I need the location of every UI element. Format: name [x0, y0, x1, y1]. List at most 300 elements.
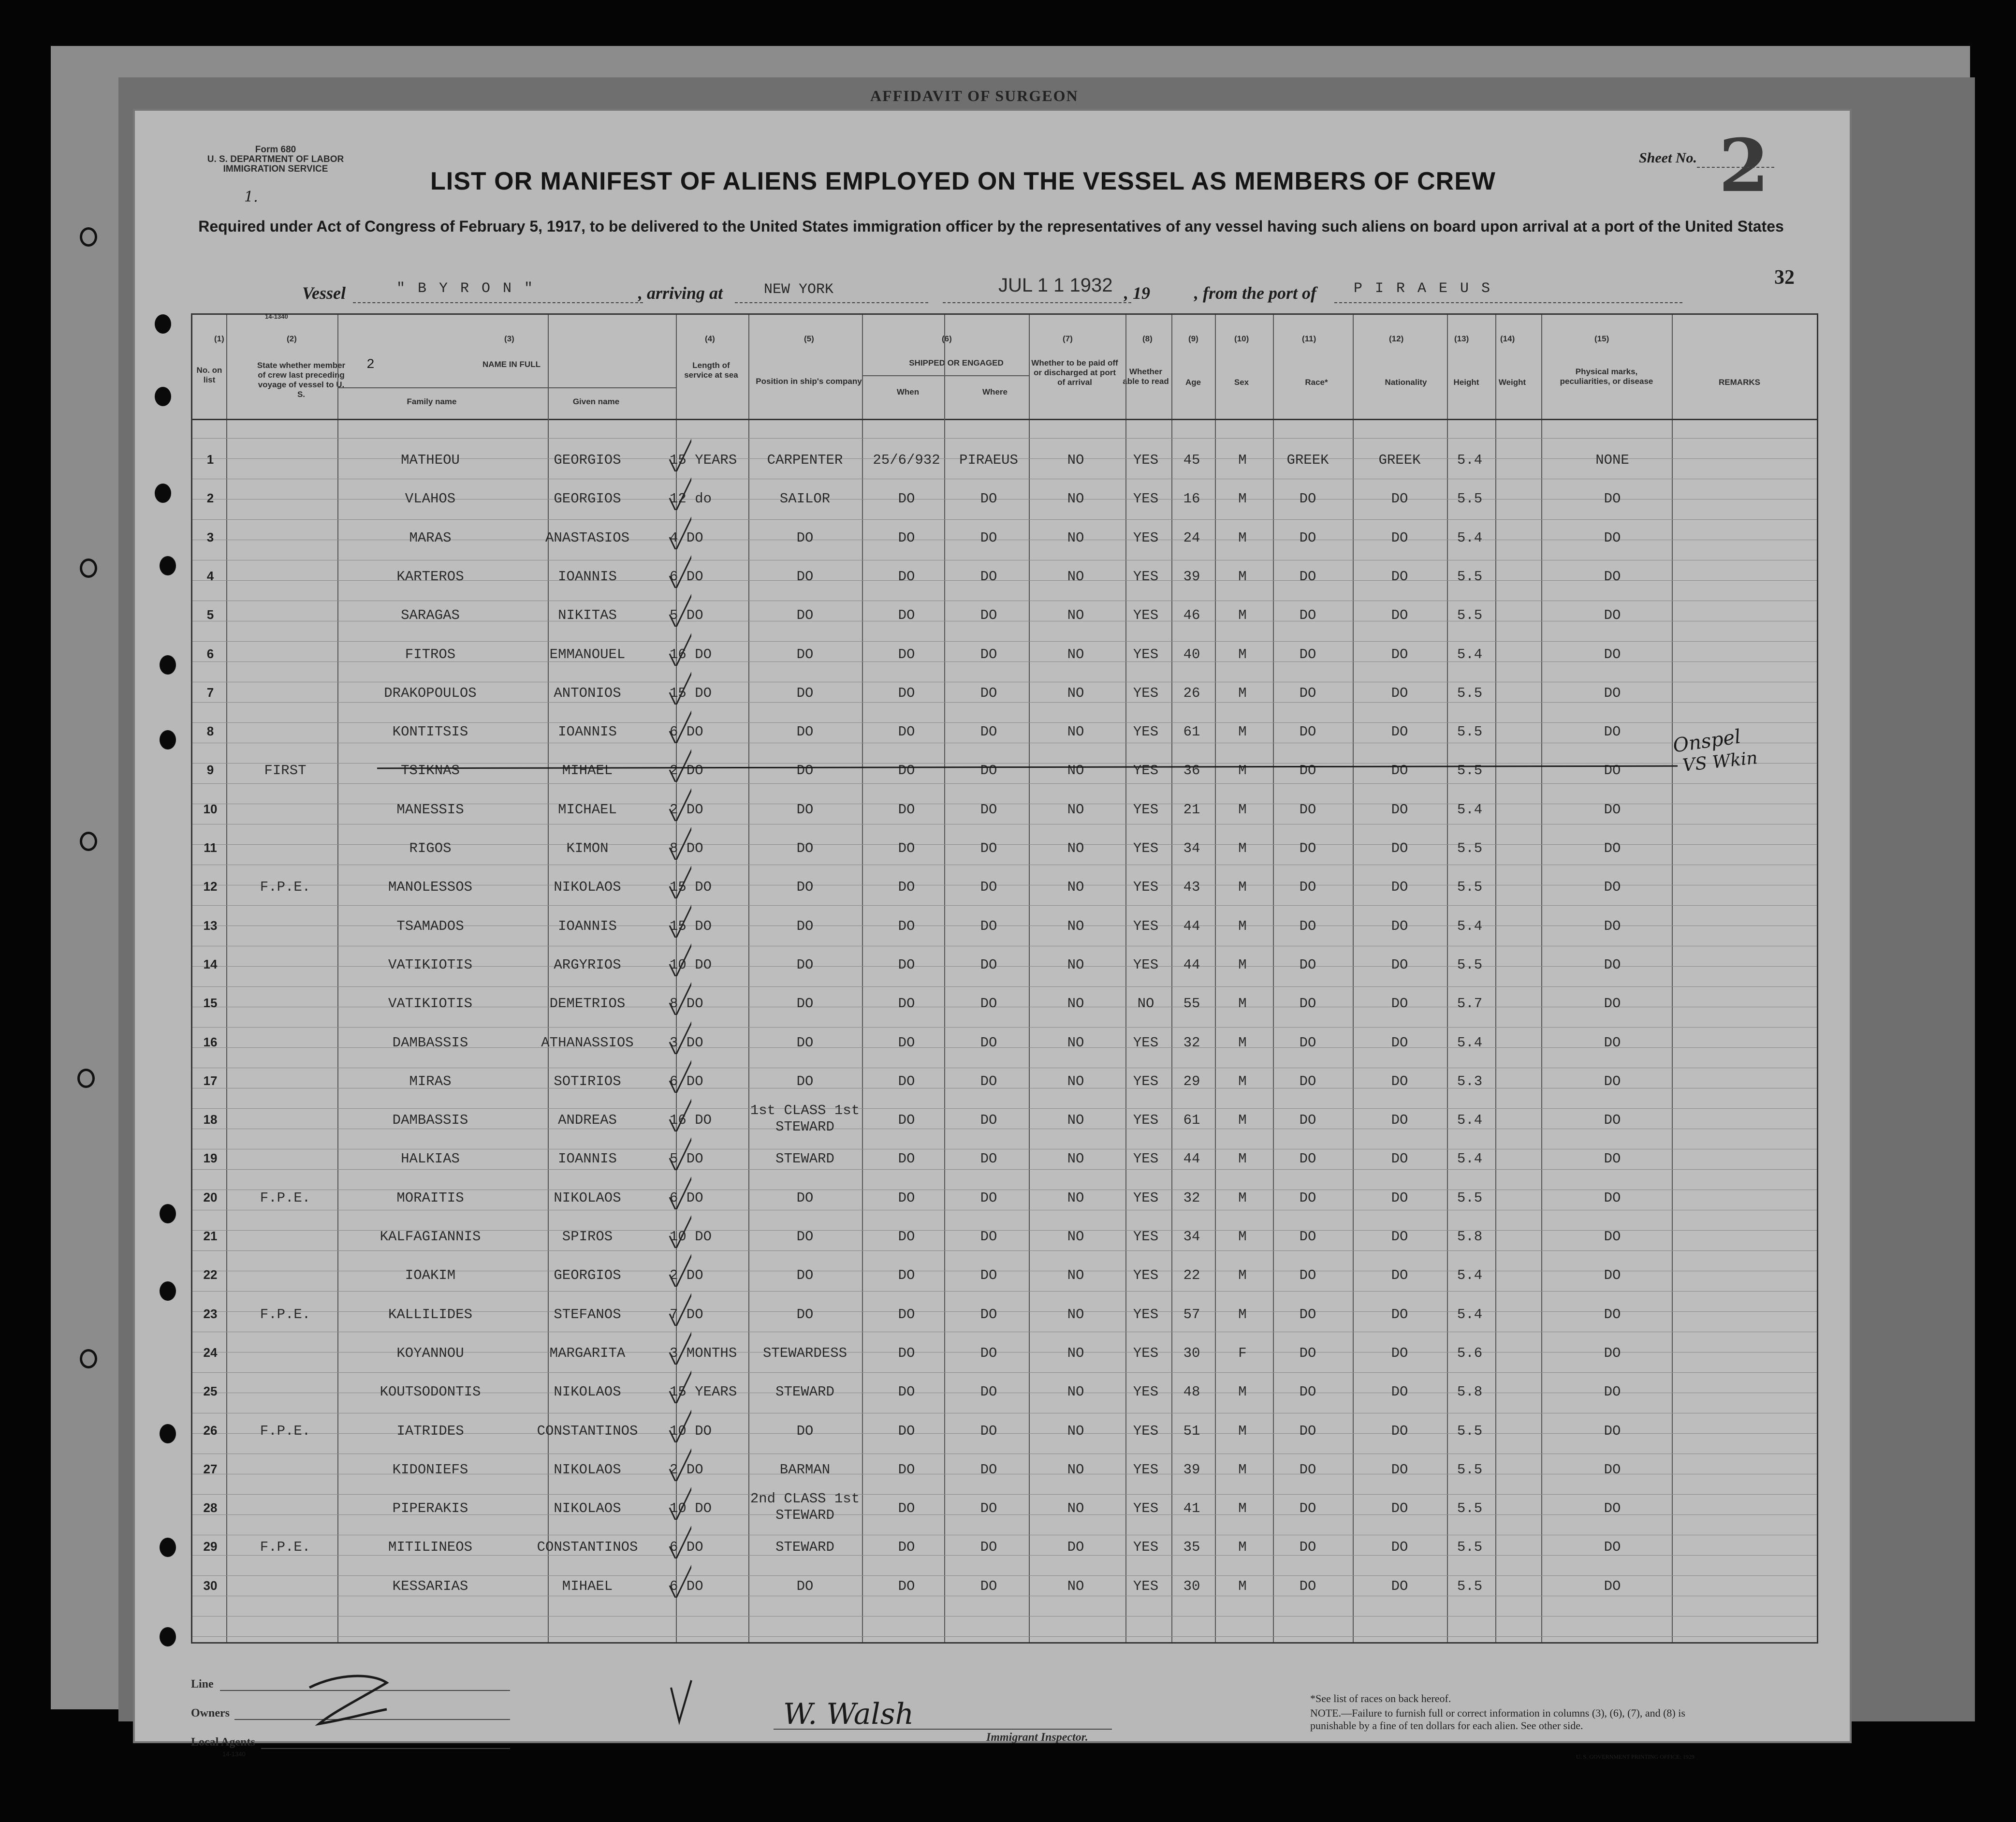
physical-marks-cell: DO: [1604, 1073, 1621, 1089]
able-read-cell: YES: [1133, 1423, 1159, 1439]
position-cell: CARPENTER: [767, 452, 843, 468]
service-check-mark: [667, 549, 691, 588]
physical-marks-cell: DO: [1604, 1578, 1621, 1594]
given-name-cell: CONSTANTINOS: [537, 1423, 638, 1439]
given-name-cell: NIKOLAOS: [554, 879, 621, 896]
height-cell: 5.3: [1457, 1073, 1483, 1089]
physical-marks-cell: DO: [1604, 1539, 1621, 1556]
paid-off-cell: NO: [1067, 1267, 1084, 1284]
position-cell: DO: [796, 956, 814, 973]
shipped-where-cell: DO: [980, 1229, 997, 1245]
service-length-cell: 3 MONTHS: [670, 1345, 737, 1361]
family-name-cell: HALKIAS: [401, 1151, 460, 1167]
able-read-cell: YES: [1133, 491, 1159, 507]
physical-marks-cell: DO: [1604, 763, 1621, 779]
physical-marks-cell: DO: [1604, 1112, 1621, 1129]
height-cell: 5.4: [1457, 801, 1483, 818]
inspector-label: Immigrant Inspector.: [986, 1731, 1088, 1744]
age-cell: 44: [1183, 1151, 1200, 1167]
name-column-mark: 2: [366, 357, 375, 372]
row-number: 8: [206, 724, 214, 739]
shipped-where-cell: DO: [980, 646, 997, 662]
binder-hole: [77, 1069, 95, 1088]
family-name-cell: KARTEROS: [396, 568, 464, 585]
service-length-cell: 6 DO: [670, 1539, 703, 1556]
previous-voyage-cell: F.P.E.: [260, 879, 311, 896]
height-cell: 5.5: [1457, 1578, 1483, 1594]
family-name-cell: KOUTSODONTIS: [380, 1384, 481, 1400]
height-cell: 5.5: [1457, 1190, 1483, 1206]
service-check-mark: [667, 471, 691, 510]
sex-cell: M: [1238, 685, 1247, 701]
age-cell: 44: [1183, 956, 1200, 973]
able-read-cell: YES: [1133, 646, 1159, 662]
position-cell: 2nd CLASS 1st STEWARD: [750, 1491, 860, 1524]
physical-marks-cell: DO: [1604, 1423, 1621, 1439]
given-name-cell: IOANNIS: [558, 1151, 617, 1167]
sex-cell: M: [1238, 1461, 1247, 1478]
service-check-mark: [667, 782, 691, 821]
rule-line: [192, 783, 1817, 784]
race-cell: DO: [1299, 918, 1316, 934]
family-name-cell: MANESSIS: [396, 801, 464, 818]
binder-hole: [160, 1627, 176, 1646]
footer-check-mark: [667, 1678, 696, 1726]
col-num-9: (9): [1188, 334, 1198, 343]
family-name-cell: MATHEOU: [401, 452, 460, 468]
age-cell: 32: [1183, 1034, 1200, 1051]
service-length-cell: 5 DO: [670, 607, 703, 624]
shipped-when-cell: DO: [898, 956, 915, 973]
hdr-where: Where: [982, 387, 1008, 397]
given-name-cell: ARGYRIOS: [554, 956, 621, 973]
able-read-cell: YES: [1133, 607, 1159, 624]
row-number: 9: [206, 763, 214, 778]
service-length-cell: 2 DO: [670, 1461, 703, 1478]
shipped-where-cell: DO: [980, 1073, 997, 1089]
col-num-13: (13): [1454, 334, 1469, 343]
shipped-when-cell: DO: [898, 1423, 915, 1439]
small-form-mark: 14-1340: [265, 313, 288, 320]
nationality-cell: DO: [1391, 956, 1408, 973]
column-divider: [1125, 315, 1126, 1642]
paid-off-cell: NO: [1067, 1112, 1084, 1129]
shipped-where-cell: DO: [980, 529, 997, 546]
nationality-cell: DO: [1391, 879, 1408, 896]
service-length-cell: 10 DO: [670, 1423, 712, 1439]
paid-off-cell: NO: [1067, 1190, 1084, 1206]
position-cell: DO: [796, 529, 814, 546]
row-number: 18: [203, 1112, 218, 1127]
service-check-mark: [667, 1171, 691, 1209]
row-number: 30: [203, 1578, 218, 1593]
service-check-mark: [667, 1520, 691, 1558]
manifest-table: [191, 313, 1818, 1644]
given-name-cell: MICHAEL: [558, 801, 617, 818]
paid-off-cell: NO: [1067, 1151, 1084, 1167]
paid-off-cell: NO: [1067, 724, 1084, 740]
shipped-where-cell: DO: [980, 996, 997, 1012]
age-cell: 43: [1183, 879, 1200, 896]
page-subtitle: Required under Act of Congress of February 5, 1917, to be delivered to the United States immigration officer by the representatives of any vessel having such aliens on board upon arrival at a port of the United States: [198, 218, 1784, 235]
family-name-cell: SARAGAS: [401, 607, 460, 624]
rule-line: [192, 986, 1817, 987]
previous-voyage-cell: FIRST: [264, 763, 307, 779]
able-read-cell: YES: [1133, 568, 1159, 585]
col-num-12: (12): [1389, 334, 1404, 343]
col-num-5: (5): [804, 334, 814, 343]
service-check-mark: [667, 588, 691, 627]
sex-cell: M: [1238, 1190, 1247, 1206]
race-cell: DO: [1299, 956, 1316, 973]
rule-line: [192, 1494, 1817, 1495]
paid-off-cell: NO: [1067, 646, 1084, 662]
race-cell: DO: [1299, 1073, 1316, 1089]
age-cell: 29: [1183, 1073, 1200, 1089]
service-check-mark: [667, 821, 691, 860]
hdr-age: Age: [1185, 378, 1201, 387]
age-cell: 21: [1183, 801, 1200, 818]
service-check-mark: [667, 1404, 691, 1442]
paid-off-cell: NO: [1067, 607, 1084, 624]
col-num-3: (3): [504, 334, 514, 343]
physical-marks-cell: DO: [1604, 646, 1621, 662]
nationality-cell: DO: [1391, 607, 1408, 624]
shipped-when-cell: DO: [898, 724, 915, 740]
col-num-8: (8): [1142, 334, 1153, 343]
paid-off-cell: NO: [1067, 801, 1084, 818]
shipped-where-cell: DO: [980, 1112, 997, 1129]
physical-marks-cell: DO: [1604, 724, 1621, 740]
shipped-when-cell: DO: [898, 1073, 915, 1089]
given-name-cell: IOANNIS: [558, 724, 617, 740]
corner-mark: 1.: [244, 189, 258, 206]
height-cell: 5.4: [1457, 1112, 1483, 1129]
paid-off-cell: NO: [1067, 956, 1084, 973]
shipped-where-cell: DO: [980, 1539, 997, 1556]
binder-hole: [160, 730, 176, 749]
able-read-cell: YES: [1133, 1306, 1159, 1322]
race-cell: DO: [1299, 1034, 1316, 1051]
row-number: 24: [203, 1345, 218, 1360]
physical-marks-cell: DO: [1604, 685, 1621, 701]
given-name-cell: ANASTASIOS: [545, 529, 630, 546]
footer-agents-underline: [261, 1748, 510, 1749]
arriving-underline: [735, 302, 928, 303]
from-port-label: , from the port of: [1194, 283, 1317, 303]
service-length-cell: 15 DO: [670, 879, 712, 896]
family-name-cell: KIDONIEFS: [392, 1461, 468, 1478]
position-cell: DO: [796, 801, 814, 818]
given-name-cell: GEORGIOS: [554, 1267, 621, 1284]
family-name-cell: MARAS: [409, 529, 452, 546]
family-name-cell: DRAKOPOULOS: [384, 685, 477, 701]
rule-line: [192, 1372, 1817, 1373]
service-length-cell: 6 DO: [670, 1190, 703, 1206]
physical-marks-cell: DO: [1604, 996, 1621, 1012]
shipped-where-cell: DO: [980, 1190, 997, 1206]
rule-line: [192, 438, 1817, 439]
height-cell: 5.5: [1457, 568, 1483, 585]
height-cell: 5.5: [1457, 879, 1483, 896]
height-cell: 5.5: [1457, 956, 1483, 973]
previous-voyage-cell: F.P.E.: [260, 1306, 311, 1322]
paid-off-cell: NO: [1067, 840, 1084, 856]
physical-marks-cell: DO: [1604, 918, 1621, 934]
hdr-family-name: Family name: [407, 397, 457, 406]
back-sheet-title: AFFIDAVIT OF SURGEON: [870, 87, 1079, 104]
height-cell: 5.5: [1457, 763, 1483, 779]
age-cell: 61: [1183, 724, 1200, 740]
binder-hole: [160, 556, 176, 575]
column-divider: [1672, 315, 1673, 1642]
given-name-cell: SPIROS: [562, 1229, 613, 1245]
shipped-when-cell: 25/6/932: [873, 452, 940, 468]
race-cell: DO: [1299, 1578, 1316, 1594]
hdr-when: When: [896, 387, 920, 397]
row-number: 29: [203, 1539, 218, 1554]
shipped-when-cell: DO: [898, 801, 915, 818]
age-cell: 44: [1183, 918, 1200, 934]
nationality-cell: DO: [1391, 491, 1408, 507]
shipped-where-cell: DO: [980, 568, 997, 585]
row-number: 19: [203, 1151, 218, 1166]
nationality-cell: DO: [1391, 918, 1408, 934]
age-cell: 40: [1183, 646, 1200, 662]
binder-hole: [155, 387, 171, 406]
nationality-cell: GREEK: [1378, 452, 1421, 468]
hdr-nationality: Nationality: [1385, 378, 1427, 387]
service-length-cell: 15 DO: [670, 685, 712, 701]
service-length-cell: 5 DO: [670, 1151, 703, 1167]
physical-marks-cell: DO: [1604, 1151, 1621, 1167]
position-cell: STEWARDESS: [762, 1345, 847, 1361]
able-read-cell: NO: [1137, 996, 1154, 1012]
rule-line: [192, 702, 1817, 703]
position-cell: DO: [796, 568, 814, 585]
shipped-when-cell: DO: [898, 607, 915, 624]
shipped-where-cell: DO: [980, 1578, 997, 1594]
shipped-when-cell: DO: [898, 1229, 915, 1245]
family-name-cell: KALLILIDES: [388, 1306, 473, 1322]
shipped-when-cell: DO: [898, 1345, 915, 1361]
family-name-cell: MIRAS: [409, 1073, 452, 1089]
service-check-mark: [667, 1209, 691, 1248]
physical-marks-cell: DO: [1604, 1190, 1621, 1206]
race-cell: DO: [1299, 529, 1316, 546]
footer-pen-mark: [290, 1663, 406, 1736]
service-check-mark: [667, 899, 691, 938]
sheet-number: 2: [1719, 123, 1769, 208]
paid-off-cell: NO: [1067, 1073, 1084, 1089]
height-cell: 5.4: [1457, 1151, 1483, 1167]
race-cell: DO: [1299, 607, 1316, 624]
row-number: 21: [203, 1229, 218, 1243]
paid-off-cell: NO: [1067, 1461, 1084, 1478]
nationality-cell: DO: [1391, 1461, 1408, 1478]
family-name-cell: DAMBASSIS: [392, 1034, 468, 1051]
penalty-note: NOTE.—Failure to furnish full or correct information in columns (3), (6), (7), and (8) is punishable by a fine of ten dollars for each alien. See other side.: [1310, 1707, 1685, 1732]
position-cell: STEWARD: [775, 1539, 834, 1556]
service-check-mark: [667, 1559, 691, 1598]
service-length-cell: 15 YEARS: [670, 452, 737, 468]
sex-cell: M: [1238, 1151, 1247, 1167]
shipped-when-cell: DO: [898, 1539, 915, 1556]
shipped-when-cell: DO: [898, 918, 915, 934]
sex-cell: M: [1238, 491, 1247, 507]
row-number: 12: [203, 879, 218, 894]
binder-hole: [80, 1349, 97, 1368]
nationality-cell: DO: [1391, 763, 1408, 779]
rule-line: [192, 1169, 1817, 1170]
able-read-cell: YES: [1133, 840, 1159, 856]
age-cell: 46: [1183, 607, 1200, 624]
paid-off-cell: NO: [1067, 996, 1084, 1012]
shipped-where-cell: DO: [980, 1500, 997, 1517]
service-length-cell: 12 do: [670, 491, 712, 507]
service-length-cell: 3 DO: [670, 1034, 703, 1051]
binder-hole: [155, 484, 171, 503]
position-cell: DO: [796, 1267, 814, 1284]
sheet-number-line: [1697, 167, 1774, 168]
sex-cell: M: [1238, 763, 1247, 779]
nationality-cell: DO: [1391, 1345, 1408, 1361]
sex-cell: M: [1238, 724, 1247, 740]
physical-marks-cell: NONE: [1595, 452, 1629, 468]
physical-marks-cell: DO: [1604, 1345, 1621, 1361]
race-cell: DO: [1299, 724, 1316, 740]
age-cell: 39: [1183, 1461, 1200, 1478]
binder-hole: [160, 1204, 176, 1223]
shipped-when-cell: DO: [898, 879, 915, 896]
sex-cell: M: [1238, 1229, 1247, 1245]
column-divider: [1029, 315, 1030, 1642]
given-name-cell: CONSTANTINOS: [537, 1539, 638, 1556]
paid-off-cell: NO: [1067, 568, 1084, 585]
rule-line: [192, 1108, 1817, 1109]
family-name-cell: MITILINEOS: [388, 1539, 473, 1556]
service-check-mark: [667, 860, 691, 898]
rule-line: [192, 1575, 1817, 1576]
physical-marks-cell: DO: [1604, 1461, 1621, 1478]
family-name-cell: TSAMADOS: [396, 918, 464, 934]
row-number: 13: [203, 918, 218, 933]
able-read-cell: YES: [1133, 1073, 1159, 1089]
height-cell: 5.5: [1457, 1500, 1483, 1517]
able-read-cell: YES: [1133, 918, 1159, 934]
header-separator: [192, 419, 1817, 420]
position-cell: DO: [796, 1229, 814, 1245]
given-name-cell: IOANNIS: [558, 918, 617, 934]
race-cell: DO: [1299, 1461, 1316, 1478]
shipped-when-cell: DO: [898, 840, 915, 856]
nationality-cell: DO: [1391, 568, 1408, 585]
age-cell: 30: [1183, 1578, 1200, 1594]
column-divider: [226, 315, 227, 1642]
arriving-label: , arriving at: [638, 283, 723, 303]
shipped-where-cell: DO: [980, 1461, 997, 1478]
shipped-where-cell: DO: [980, 879, 997, 896]
age-cell: 24: [1183, 529, 1200, 546]
row-number: 15: [203, 996, 218, 1011]
sex-cell: M: [1238, 1306, 1247, 1322]
physical-marks-cell: DO: [1604, 1034, 1621, 1051]
sex-cell: M: [1238, 996, 1247, 1012]
given-name-cell: NIKOLAOS: [554, 1190, 621, 1206]
sex-cell: M: [1238, 529, 1247, 546]
physical-marks-cell: DO: [1604, 1267, 1621, 1284]
col-num-14: (14): [1500, 334, 1515, 343]
rule-line: [192, 1636, 1817, 1637]
shipped-where-cell: DO: [980, 1384, 997, 1400]
family-name-cell: PIPERAKIS: [392, 1500, 468, 1517]
service-length-cell: 10 DO: [670, 1229, 712, 1245]
hdr-state-whether: State whether member of crew last preceding voyage of vessel to U. S.: [257, 361, 346, 399]
service-length-cell: 8 DO: [670, 840, 703, 856]
nationality-cell: DO: [1391, 1034, 1408, 1051]
race-cell: DO: [1299, 491, 1316, 507]
col-num-1: (1): [214, 334, 224, 343]
column-divider: [862, 315, 863, 1642]
service-length-cell: 7 DO: [670, 1306, 703, 1322]
shipped-when-cell: DO: [898, 1578, 915, 1594]
position-cell: 1st CLASS 1st STEWARD: [750, 1102, 860, 1135]
family-name-cell: FITROS: [405, 646, 456, 662]
age-cell: 51: [1183, 1423, 1200, 1439]
shipped-when-cell: DO: [898, 1034, 915, 1051]
age-cell: 30: [1183, 1345, 1200, 1361]
service-length-cell: 10 DO: [670, 956, 712, 973]
service-check-mark: [667, 1248, 691, 1287]
race-cell: DO: [1299, 763, 1316, 779]
physical-marks-cell: DO: [1604, 879, 1621, 896]
shipped-when-cell: DO: [898, 491, 915, 507]
service-check-mark: [667, 1131, 691, 1170]
race-cell: DO: [1299, 1151, 1316, 1167]
service-check-mark: [667, 1481, 691, 1520]
shipped-where-cell: PIRAEUS: [959, 452, 1018, 468]
race-cell: DO: [1299, 1306, 1316, 1322]
position-cell: DO: [796, 1306, 814, 1322]
given-name-cell: MARGARITA: [549, 1345, 626, 1361]
shipped-where-cell: DO: [980, 956, 997, 973]
able-read-cell: YES: [1133, 1384, 1159, 1400]
from-port-underline: [1334, 302, 1682, 303]
race-cell: DO: [1299, 646, 1316, 662]
position-cell: STEWARD: [775, 1151, 834, 1167]
able-read-cell: YES: [1133, 1229, 1159, 1245]
shipped-when-cell: DO: [898, 1306, 915, 1322]
row-number: 6: [206, 646, 214, 661]
height-cell: 5.4: [1457, 918, 1483, 934]
shipped-when-cell: DO: [898, 1384, 915, 1400]
binder-hole: [155, 314, 171, 334]
position-cell: DO: [796, 840, 814, 856]
sex-cell: M: [1238, 607, 1247, 624]
nationality-cell: DO: [1391, 1151, 1408, 1167]
able-read-cell: YES: [1133, 1034, 1159, 1051]
form-block: [203, 145, 348, 174]
footer-agents-mark: 14-1340: [222, 1750, 246, 1758]
row-number: 4: [206, 568, 214, 583]
service-length-cell: 2 DO: [670, 763, 703, 779]
col-num-7: (7): [1063, 334, 1073, 343]
given-name-cell: NIKOLAOS: [554, 1500, 621, 1517]
paid-off-cell: NO: [1067, 1578, 1084, 1594]
shipped-where-cell: DO: [980, 1345, 997, 1361]
row-number: 10: [203, 801, 218, 816]
age-cell: 61: [1183, 1112, 1200, 1129]
